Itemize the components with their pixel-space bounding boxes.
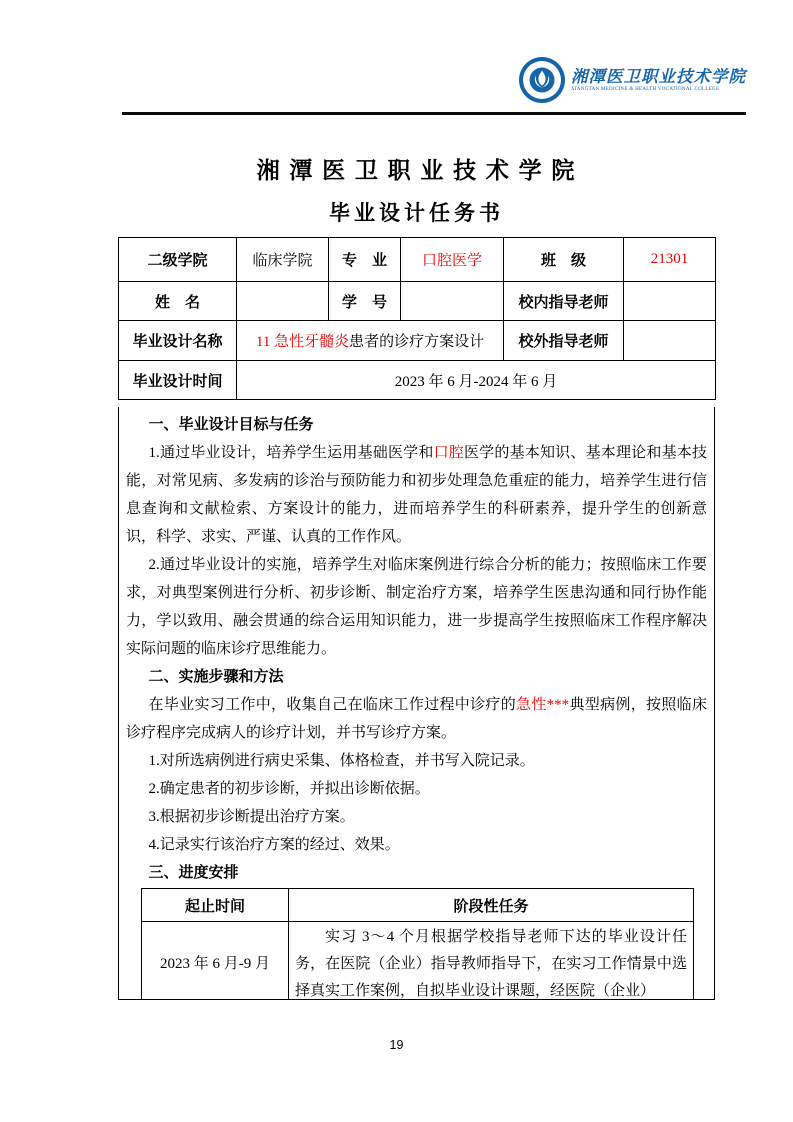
paragraph-text: 医学的基本知识、基本理论和基本技能，对常见病、多发病的诊治与预防能力和初步处理急危重症的能力，培养学生进行信息查询和文献检索、方案设计的能力，进而培养学生的科研素养，提升学生的创新意识，科学、求实、严谨、认真的工作作风。	[126, 445, 707, 545]
dept-value: 临床学院	[237, 238, 329, 282]
schedule-table	[141, 888, 694, 1000]
step-item-1: 1.对所选病例进行病史采集、体格检查，并书写入院记录。	[148, 753, 535, 769]
project-value-rest: 患者的诊疗方案设计	[349, 334, 485, 350]
section-1-paragraph-2: 2.通过毕业设计的实施，培养学生对临床案例进行综合分析的能力；按照临床工作要求，对典型案例进行分析、初步诊断、制定治疗方案，培养学生医患沟通和同行协作能力，学以致用、融会贯通的综合运用知识能力，进一步提高学生按照临床工作程序解决实际问题的临床诊疗思维能力。	[126, 557, 707, 657]
tutor-in-value	[624, 282, 716, 321]
document-subtitle: 毕业设计任务书	[329, 201, 504, 225]
section-1-paragraph-1	[126, 439, 707, 551]
name-value	[237, 282, 329, 321]
task-content-box	[118, 407, 715, 1000]
tutor-out-value	[624, 321, 716, 361]
schedule-time-cell: 2023 年 6 月-9 月	[142, 922, 289, 1001]
table-row	[119, 282, 716, 321]
section-2-paragraph-1	[126, 691, 707, 747]
class-value: 21301	[624, 238, 716, 282]
schedule-header-row	[142, 889, 694, 922]
college-emblem-icon	[518, 56, 566, 104]
project-label: 毕业设计名称	[119, 321, 237, 361]
schedule-task-text: 实习 3～4 个月根据学校指导老师下达的毕业设计任务，在医院（企业）指导教师指导下，在实习工作情景中选择真实工作案例，自拟毕业设计课题，经医院（企业）	[295, 928, 687, 999]
info-table	[118, 237, 716, 400]
paragraph-text: 在毕业实习工作中，收集自己在临床工作过程中诊疗的	[148, 697, 517, 713]
schedule-row	[142, 922, 694, 1001]
section-2-heading: 二、实施步骤和方法	[148, 669, 284, 685]
paragraph-text: 典型病例，按照临床诊疗程序完成病人的诊疗计划，并书写诊疗方案。	[126, 697, 707, 741]
tutor-out-label: 校外指导老师	[504, 321, 624, 361]
college-name-cn: 湘潭医卫职业技术学院	[571, 66, 746, 86]
time-label: 毕业设计时间	[119, 361, 237, 400]
paragraph-highlight: 急性***	[516, 697, 570, 713]
table-row	[119, 321, 716, 361]
college-logo	[518, 56, 746, 104]
step-item-4: 4.记录实行该治疗方案的经过、效果。	[148, 837, 400, 853]
section-3-heading: 三、进度安排	[148, 865, 239, 881]
schedule-task-cell	[289, 922, 694, 1001]
page-title: 湘 潭 医 卫 职 业 技 术 学 院	[256, 158, 577, 183]
page-number: 19	[389, 1038, 404, 1052]
paragraph-text: 1.通过毕业设计，培养学生运用基础医学和	[148, 445, 434, 461]
header-divider	[122, 112, 746, 115]
section-1-heading: 一、毕业设计目标与任务	[148, 417, 314, 433]
schedule-col-time-header: 起止时间	[142, 889, 289, 922]
table-row	[119, 238, 716, 282]
time-value: 2023 年 6 月-2024 年 6 月	[237, 361, 716, 400]
college-logo-text	[571, 67, 746, 94]
schedule-task-clip	[295, 924, 687, 1001]
paragraph-highlight: 口腔	[433, 445, 464, 461]
name-label: 姓 名	[119, 282, 237, 321]
major-label: 专 业	[329, 238, 401, 282]
tutor-in-label: 校内指导老师	[504, 282, 624, 321]
dept-label: 二级学院	[119, 238, 237, 282]
project-value-red: 11 急性牙髓炎	[255, 334, 350, 350]
schedule-col-task-header: 阶段性任务	[289, 889, 694, 922]
major-value: 口腔医学	[401, 238, 504, 282]
table-row	[119, 361, 716, 400]
class-label: 班 级	[504, 238, 624, 282]
step-item-3: 3.根据初步诊断提出治疗方案。	[148, 809, 355, 825]
college-name-en: XIANGTAN MEDICINE & HEALTH VOCATIONAL COLLEGE	[571, 87, 720, 93]
sid-value	[401, 282, 504, 321]
project-value	[237, 321, 504, 361]
sid-label: 学 号	[329, 282, 401, 321]
step-item-2: 2.确定患者的初步诊断，并拟出诊断依据。	[148, 781, 430, 797]
